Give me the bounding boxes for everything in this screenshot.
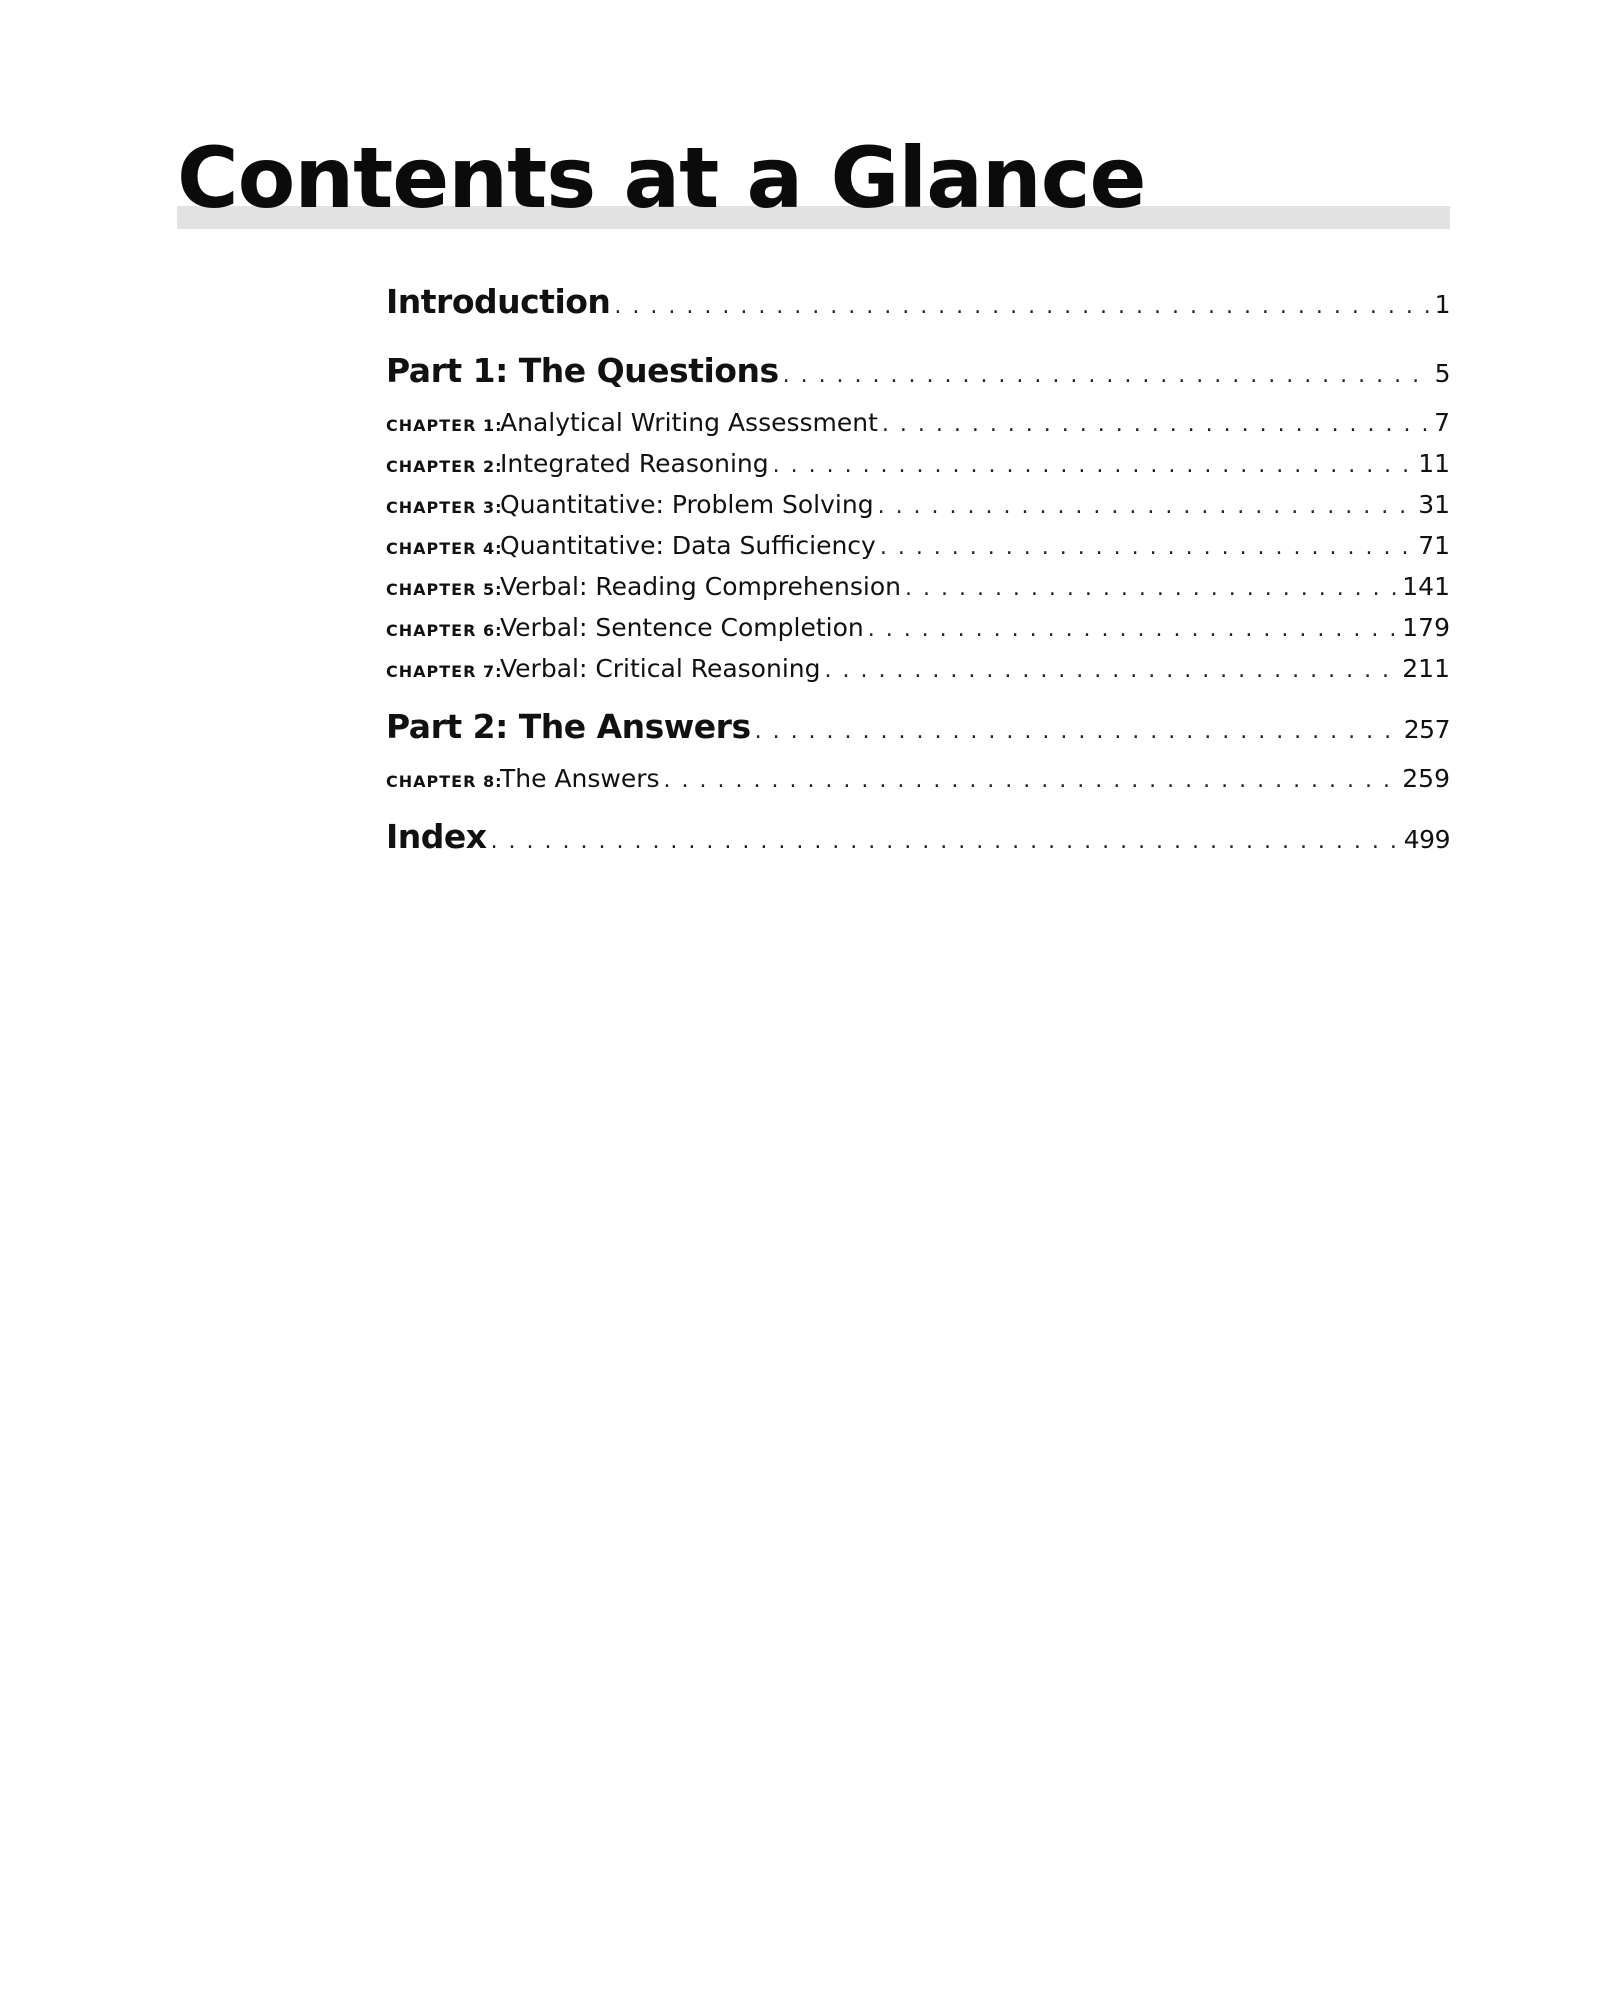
toc-entry-index[interactable] <box>386 809 1450 870</box>
entry-title: Quantitative: Data Sufficiency <box>500 531 876 560</box>
dot-leader <box>878 488 1415 526</box>
chapter-label: CHAPTER 6: <box>386 621 503 640</box>
chapter-label: CHAPTER 5: <box>386 580 503 599</box>
entry-title: Verbal: Reading Comprehension <box>500 572 902 601</box>
toc-entry-introduction[interactable] <box>386 274 1450 335</box>
dot-leader <box>882 406 1430 444</box>
entry-title: Integrated Reasoning <box>500 449 769 478</box>
chapter-label: CHAPTER 3: <box>386 498 503 517</box>
page-title: Contents at a Glance <box>177 129 1146 227</box>
page-number: 71 <box>1418 531 1450 560</box>
toc-entry-chapter-7[interactable] <box>386 650 1450 691</box>
page-number: 179 <box>1402 613 1450 642</box>
dot-leader <box>664 762 1399 800</box>
toc-entry-chapter-5[interactable] <box>386 568 1450 609</box>
page-number: 7 <box>1434 408 1450 437</box>
toc-entry-chapter-2[interactable] <box>386 445 1450 486</box>
page-number: 31 <box>1418 490 1450 519</box>
dot-leader <box>773 447 1415 485</box>
dot-leader <box>905 570 1398 608</box>
toc-entry-chapter-3[interactable] <box>386 486 1450 527</box>
dot-leader <box>868 611 1399 649</box>
chapter-label: CHAPTER 1: <box>386 416 503 435</box>
page-number: 1 <box>1434 290 1450 319</box>
entry-title: Part 1: The Questions <box>386 351 779 390</box>
chapter-label: CHAPTER 2: <box>386 457 503 476</box>
page-number: 141 <box>1402 572 1450 601</box>
toc-entry-chapter-6[interactable] <box>386 609 1450 650</box>
page-number: 11 <box>1418 449 1450 478</box>
toc-entry-chapter-4[interactable] <box>386 527 1450 568</box>
entry-title: Index <box>386 817 487 856</box>
page-number: 259 <box>1402 764 1450 793</box>
entry-title: Part 2: The Answers <box>386 707 751 746</box>
page-number: 5 <box>1434 359 1450 388</box>
entry-title: Verbal: Sentence Completion <box>500 613 864 642</box>
page-number: 211 <box>1402 654 1450 683</box>
entry-title: The Answers <box>500 764 660 793</box>
dot-leader <box>880 529 1414 567</box>
dot-leader <box>491 814 1400 870</box>
dot-leader <box>783 348 1431 404</box>
dot-leader <box>824 652 1398 690</box>
toc-entry-part-2[interactable] <box>386 699 1450 760</box>
chapter-label: CHAPTER 4: <box>386 539 503 558</box>
chapter-label: CHAPTER 7: <box>386 662 503 681</box>
table-of-contents <box>386 274 1450 870</box>
entry-title: Quantitative: Problem Solving <box>500 490 874 519</box>
entry-title: Analytical Writing Assessment <box>500 408 878 437</box>
dot-leader <box>614 279 1430 335</box>
dot-leader <box>755 704 1400 760</box>
page-number: 499 <box>1403 825 1450 854</box>
entry-title: Introduction <box>386 282 611 321</box>
title-block <box>177 128 1450 230</box>
toc-entry-chapter-8[interactable] <box>386 760 1450 801</box>
chapter-label: CHAPTER 8: <box>386 772 503 791</box>
entry-title: Verbal: Critical Reasoning <box>500 654 821 683</box>
toc-entry-part-1[interactable] <box>386 343 1450 404</box>
toc-entry-chapter-1[interactable] <box>386 404 1450 445</box>
page-number: 257 <box>1403 715 1450 744</box>
